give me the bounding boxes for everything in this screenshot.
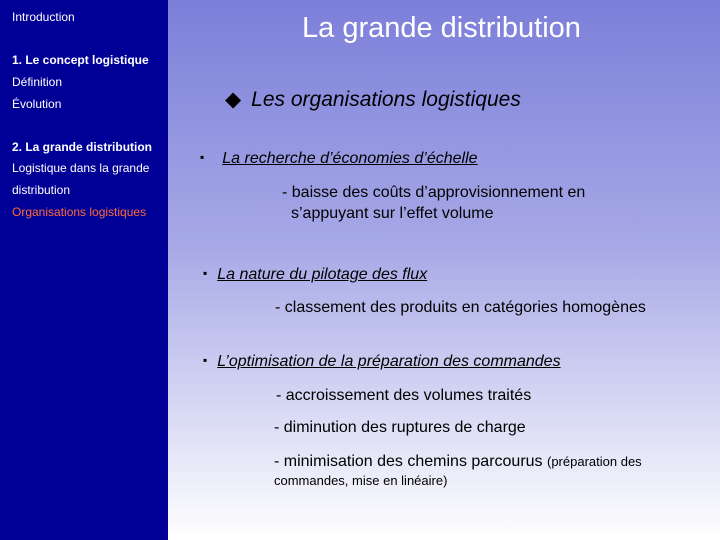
sub-item-main: - minimisation des chemins parcourus bbox=[274, 453, 543, 470]
square-bullet-icon: ▪ bbox=[200, 150, 205, 164]
bullet-label: La nature du pilotage des flux bbox=[217, 266, 428, 283]
bullet-pilotage bbox=[203, 266, 427, 284]
bullet-optimisation bbox=[203, 353, 561, 371]
sub-item-text: s’appuyant sur l’effet volume bbox=[291, 205, 494, 222]
nav-organisations-active[interactable]: Organisations logistiques bbox=[12, 205, 147, 219]
slide-title: La grande distribution bbox=[302, 12, 581, 44]
heading-text: Les organisations logistiques bbox=[251, 88, 521, 111]
nav-section-1[interactable]: 1. Le concept logistique bbox=[12, 53, 149, 67]
nav-section-2[interactable]: 2. La grande distribution bbox=[12, 140, 153, 154]
sub-item-text: - diminution des ruptures de charge bbox=[274, 419, 526, 436]
nav-introduction[interactable]: Introduction bbox=[12, 10, 75, 24]
nav-logistique-line1[interactable]: Logistique dans la grande bbox=[12, 161, 150, 175]
sub-item-note-continued: commandes, mise en linéaire) bbox=[274, 473, 448, 488]
bullet-economies bbox=[200, 150, 478, 168]
sub-item-text: - baisse des coûts d’approvisionnement en bbox=[282, 184, 586, 201]
sub-item-text bbox=[274, 453, 642, 471]
diamond-bullet-icon: ◆ bbox=[225, 88, 242, 111]
nav-evolution[interactable]: Évolution bbox=[12, 97, 62, 111]
sub-item-text: - classement des produits en catégories homogènes bbox=[275, 299, 646, 316]
nav-logistique-line2[interactable]: distribution bbox=[12, 183, 71, 197]
sidebar-nav bbox=[0, 0, 168, 540]
nav-definition[interactable]: Définition bbox=[12, 75, 63, 89]
bullet-label: L’optimisation de la préparation des commandes bbox=[217, 353, 561, 370]
bullet-label: La recherche d’économies d’échelle bbox=[222, 150, 478, 167]
square-bullet-icon: ▪ bbox=[203, 266, 208, 280]
sub-item-text: - accroissement des volumes traités bbox=[276, 387, 532, 404]
section-heading bbox=[225, 87, 521, 112]
square-bullet-icon: ▪ bbox=[203, 353, 208, 367]
sub-item-note: (préparation des bbox=[547, 454, 642, 469]
